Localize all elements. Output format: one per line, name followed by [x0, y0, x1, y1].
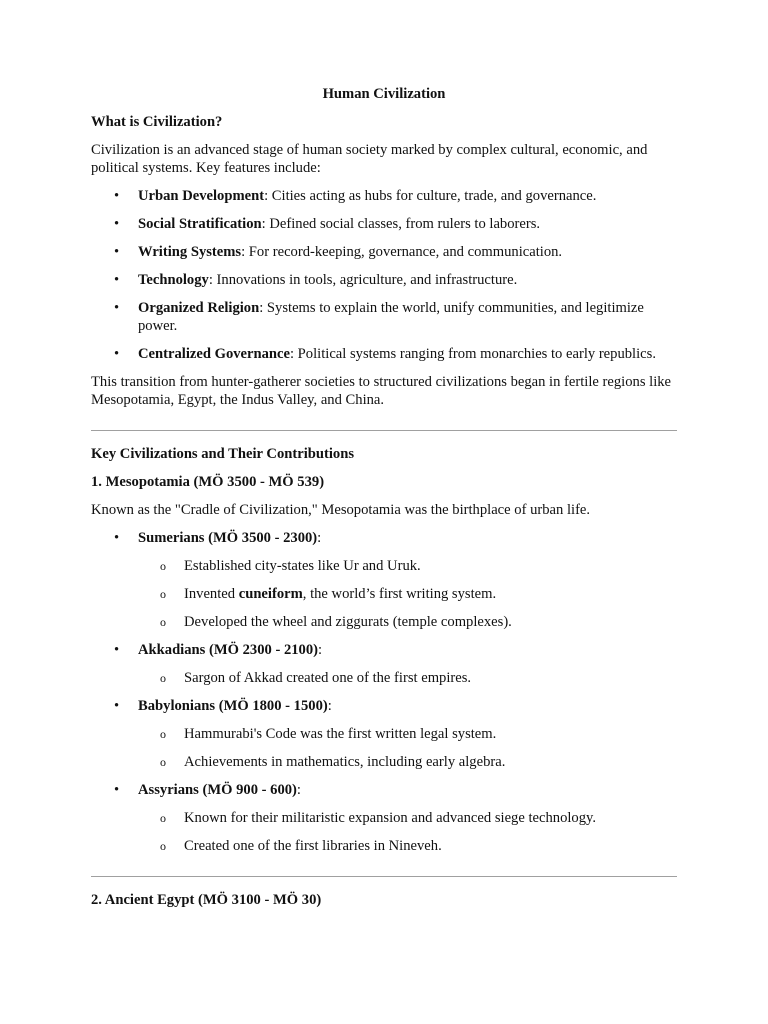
intro-paragraph: Civilization is an advanced stage of human society marked by complex cultural, economic, and political systems. Key features include: — [91, 142, 648, 176]
bullet-icon: • — [114, 244, 120, 260]
list-item — [91, 187, 677, 205]
circle-bullet-icon: o — [160, 839, 166, 853]
feature-term: Organized Religion — [138, 300, 260, 316]
list-item — [91, 271, 677, 289]
group-colon: : — [296, 782, 301, 798]
bullet-icon: • — [114, 216, 120, 232]
feature-term: Writing Systems — [138, 244, 242, 260]
mesopotamia-groups-list — [91, 529, 677, 855]
mesopotamia-intro: Known as the "Cradle of Civilization," Mesopotamia was the birthplace of urban life. — [91, 502, 591, 518]
sublist-item — [138, 725, 677, 743]
feature-term: Technology — [138, 272, 209, 288]
bullet-icon: • — [114, 642, 120, 658]
section-heading-what-is-civilization: What is Civilization? — [91, 114, 223, 130]
circle-bullet-icon: o — [160, 727, 166, 741]
feature-term: Centralized Governance — [138, 346, 290, 362]
sublist-item — [138, 837, 677, 855]
sublist-item — [138, 613, 677, 631]
sublist-text-bold: cuneiform — [238, 586, 303, 602]
horizontal-divider — [91, 430, 677, 431]
list-item — [91, 345, 677, 363]
sublist — [138, 725, 677, 771]
list-item — [91, 781, 677, 855]
sublist-text: Hammurabi's Code was the first written legal system. — [184, 726, 497, 742]
document-title: Human Civilization — [322, 86, 446, 102]
list-item — [91, 243, 677, 261]
bullet-icon: • — [114, 272, 120, 288]
sublist-text: Sargon of Akkad created one of the first empires. — [184, 670, 472, 686]
sublist-item — [138, 809, 677, 827]
sublist-text-pre: Invented — [184, 586, 239, 602]
bullet-icon: • — [114, 346, 120, 362]
sublist-text: Established city-states like Ur and Uruk. — [184, 558, 421, 574]
feature-desc: : Systems to explain the world, unify communities, and legitimize power. — [138, 300, 644, 334]
sublist-text: Achievements in mathematics, including early algebra. — [184, 754, 506, 770]
bullet-icon: • — [114, 530, 120, 546]
circle-bullet-icon: o — [160, 671, 166, 685]
sublist-text: Known for their militaristic expansion and advanced siege technology. — [184, 810, 597, 826]
sublist-text: Developed the wheel and ziggurats (temple complexes). — [184, 614, 512, 630]
features-list — [91, 187, 677, 363]
group-name: Sumerians (MÖ 3500 - 2300) — [138, 530, 318, 546]
subsection-heading-mesopotamia: 1. Mesopotamia (MÖ 3500 - MÖ 539) — [91, 474, 325, 490]
transition-paragraph: This transition from hunter-gatherer societies to structured civilizations began in fertile regions like Mesopotamia, Egypt, the Indus Valley, and China. — [91, 374, 672, 408]
circle-bullet-icon: o — [160, 615, 166, 629]
circle-bullet-icon: o — [160, 755, 166, 769]
group-colon: : — [327, 698, 332, 714]
feature-desc: : Innovations in tools, agriculture, and infrastructure. — [208, 272, 518, 288]
circle-bullet-icon: o — [160, 811, 166, 825]
sublist-text-post: , the world’s first writing system. — [302, 586, 497, 602]
list-item — [91, 641, 677, 687]
bullet-icon: • — [114, 698, 120, 714]
sublist-item — [138, 669, 677, 687]
horizontal-divider — [91, 876, 677, 877]
group-name: Babylonians (MÖ 1800 - 1500) — [138, 698, 328, 714]
document-body — [91, 85, 677, 919]
feature-term: Urban Development — [138, 188, 265, 204]
sublist — [138, 669, 677, 687]
feature-desc: : Cities acting as hubs for culture, trade, and governance. — [264, 188, 597, 204]
group-name: Assyrians (MÖ 900 - 600) — [138, 782, 297, 798]
feature-desc: : For record-keeping, governance, and communication. — [241, 244, 563, 260]
feature-desc: : Defined social classes, from rulers to laborers. — [261, 216, 541, 232]
circle-bullet-icon: o — [160, 559, 166, 573]
sublist-item — [138, 753, 677, 771]
list-item — [91, 697, 677, 771]
group-colon: : — [317, 530, 322, 546]
section-heading-key-civilizations: Key Civilizations and Their Contributions — [91, 446, 355, 462]
sublist-item — [138, 557, 677, 575]
sublist — [138, 557, 677, 631]
feature-desc: : Political systems ranging from monarchies to early republics. — [289, 346, 656, 362]
sublist — [138, 809, 677, 855]
circle-bullet-icon: o — [160, 587, 166, 601]
group-name: Akkadians (MÖ 2300 - 2100) — [138, 642, 319, 658]
feature-term: Social Stratification — [138, 216, 262, 232]
subsection-heading-ancient-egypt: 2. Ancient Egypt (MÖ 3100 - MÖ 30) — [91, 892, 322, 908]
bullet-icon: • — [114, 300, 120, 316]
group-colon: : — [318, 642, 323, 658]
list-item — [91, 529, 677, 631]
sublist-text: Created one of the first libraries in Nineveh. — [184, 838, 442, 854]
bullet-icon: • — [114, 188, 120, 204]
sublist-item — [138, 585, 677, 603]
list-item — [91, 215, 677, 233]
bullet-icon: • — [114, 782, 120, 798]
list-item — [91, 299, 677, 335]
